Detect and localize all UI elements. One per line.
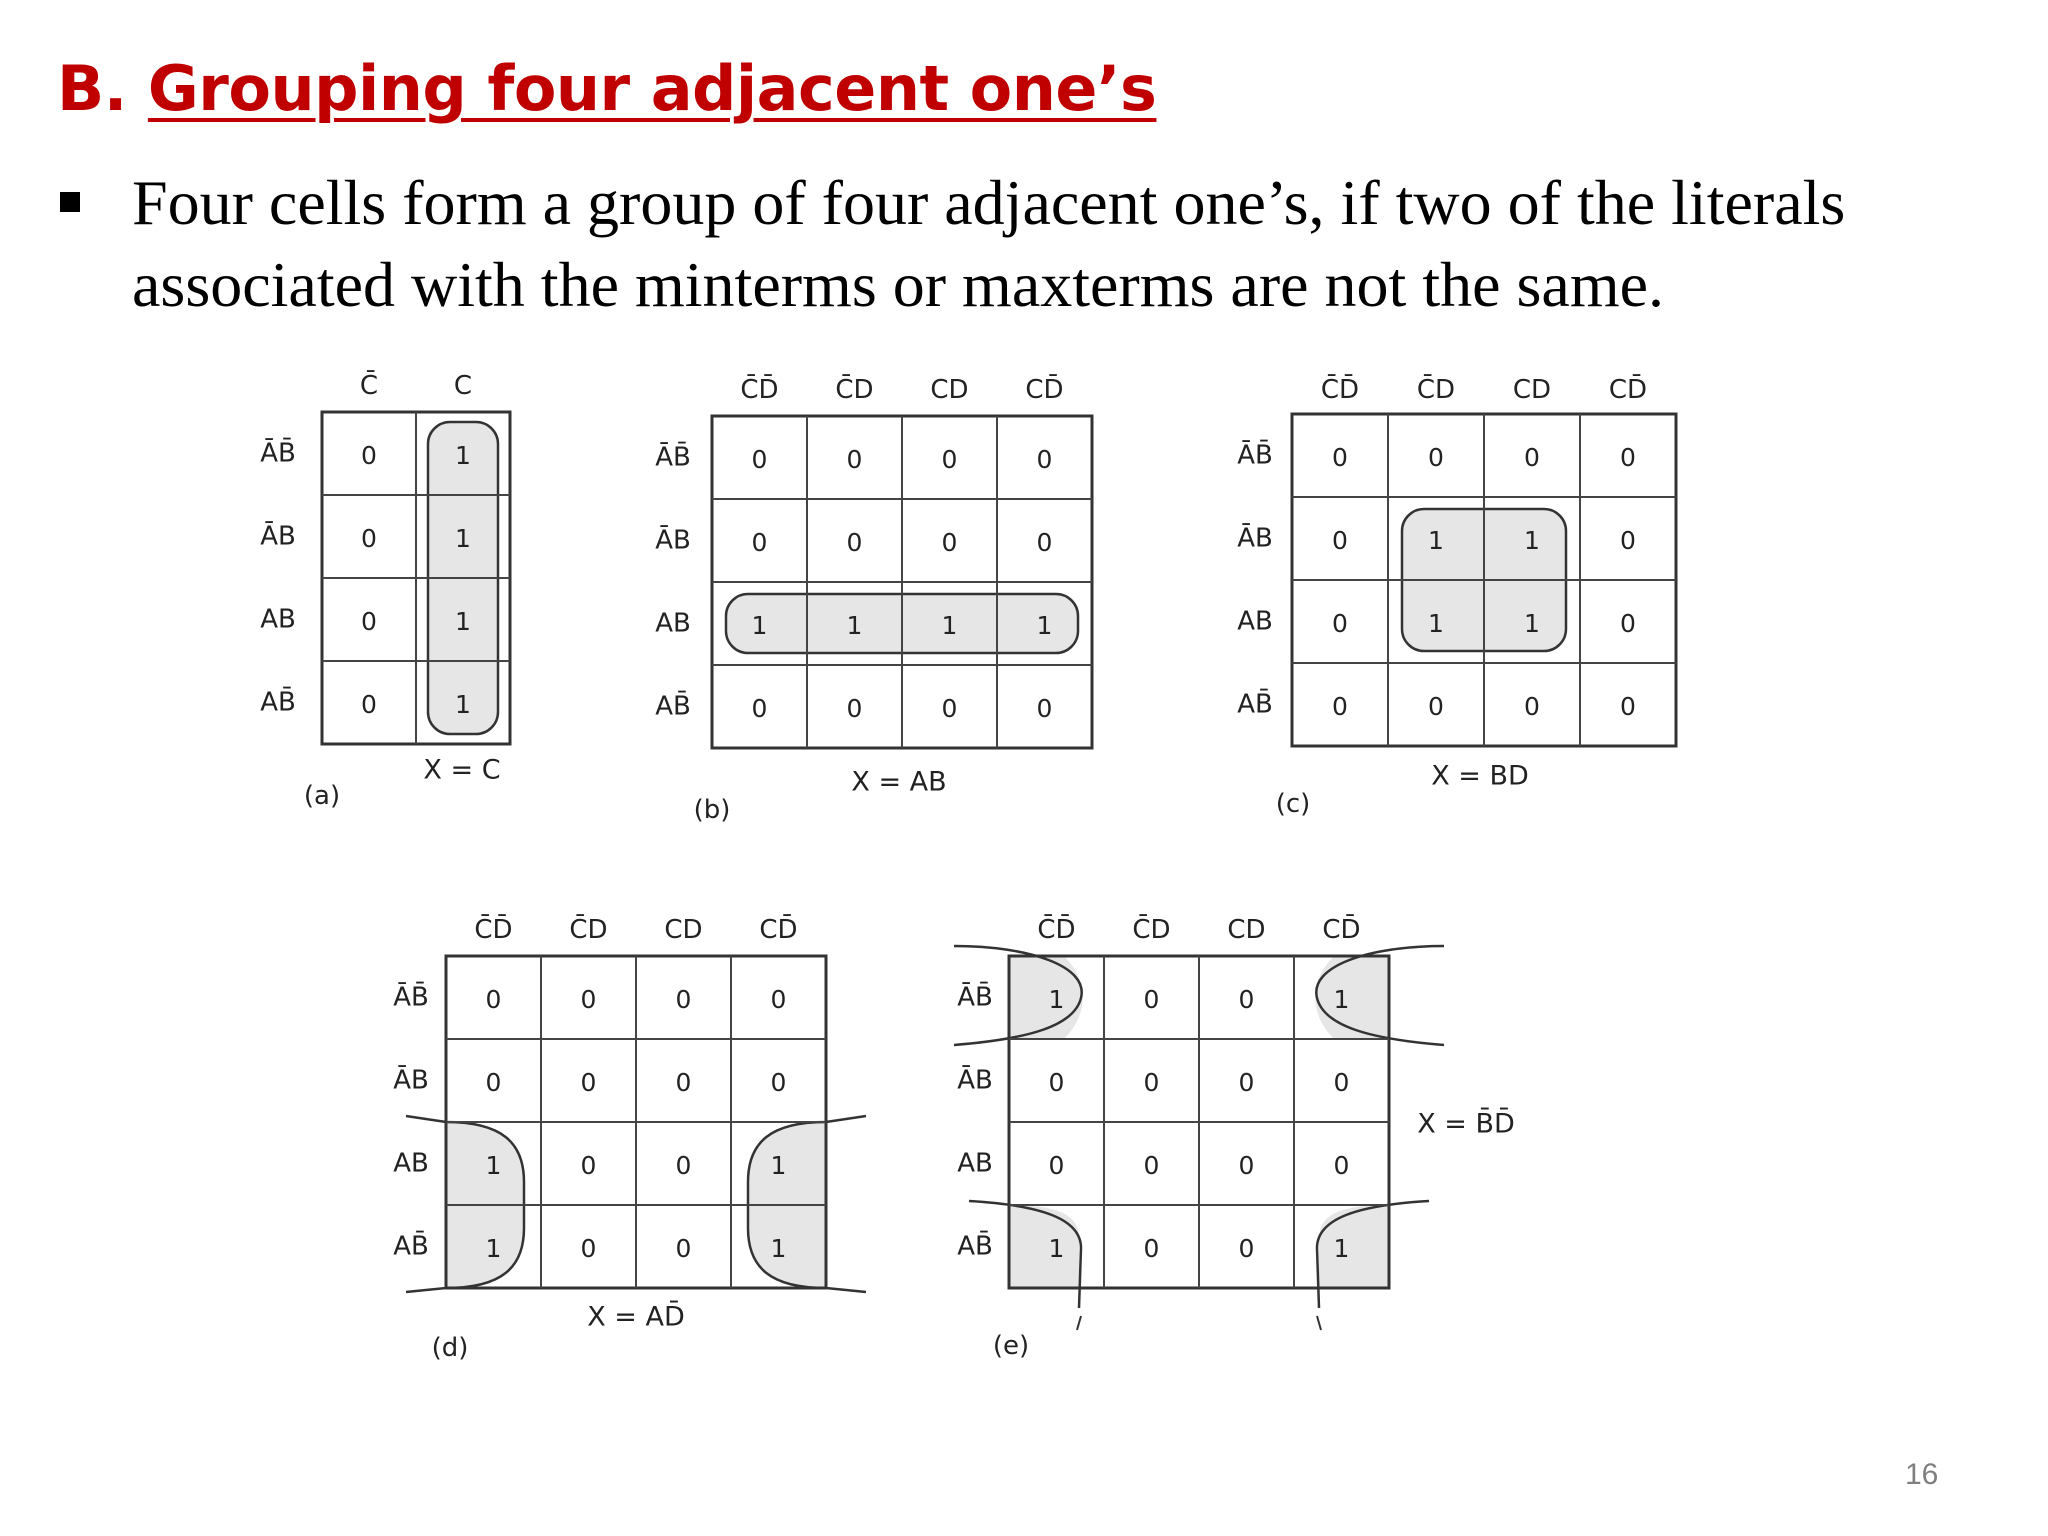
col-header: CD <box>930 375 969 405</box>
cell-value: 0 <box>1620 526 1636 555</box>
row-header: AB̄ <box>957 1231 993 1262</box>
cell-value: 1 <box>455 690 471 719</box>
title-prefix: B. <box>57 52 148 125</box>
cell-value: 0 <box>751 694 768 723</box>
expression: X = AD̄ <box>587 1301 685 1333</box>
row-header: AB <box>393 1148 429 1179</box>
expression: X = C <box>423 754 501 786</box>
cell-value: 0 <box>846 445 863 474</box>
cell-value: 1 <box>941 611 958 640</box>
cell-value: 0 <box>1332 443 1348 472</box>
cell-value: 1 <box>770 1151 787 1180</box>
cell-value: 0 <box>1620 692 1636 721</box>
cell-value: 0 <box>1333 1151 1350 1180</box>
cell-value: 0 <box>941 694 958 723</box>
cell-value: 0 <box>361 524 377 553</box>
figure-label: (c) <box>1275 789 1311 819</box>
cell-value: 1 <box>485 1234 502 1263</box>
col-header: C̄ <box>359 371 379 401</box>
cell-value: 0 <box>1143 1234 1160 1263</box>
col-header: CD <box>664 915 703 945</box>
row-header: AB <box>957 1148 993 1179</box>
figure-label: (b) <box>693 795 731 825</box>
col-header: CD̄ <box>1608 375 1648 405</box>
col-header: CD̄ <box>759 915 798 945</box>
cell-value: 1 <box>485 1151 502 1180</box>
cell-value: 0 <box>1332 609 1348 638</box>
col-header: C̄D <box>1132 915 1171 945</box>
cell-value: 0 <box>751 445 768 474</box>
cell-value: 1 <box>1036 611 1053 640</box>
cell-value: 1 <box>846 611 863 640</box>
col-header: C̄D̄ <box>740 375 779 405</box>
cell-value: 0 <box>1620 443 1636 472</box>
col-header: CD̄ <box>1025 375 1064 405</box>
cell-value: 1 <box>1428 526 1444 555</box>
cell-value: 1 <box>770 1234 787 1263</box>
figure-label: (d) <box>431 1333 469 1363</box>
row-header: ĀB <box>655 525 691 556</box>
cell-value: 1 <box>455 524 471 553</box>
col-header: C̄D̄ <box>1037 915 1076 945</box>
group-shade-tl <box>1009 956 1083 1039</box>
row-header: ĀB̄ <box>260 438 296 469</box>
cell-value: 1 <box>455 441 471 470</box>
cell-value: 0 <box>941 445 958 474</box>
cell-value: 0 <box>1143 1068 1160 1097</box>
cell-value: 0 <box>1333 1068 1350 1097</box>
cell-value: 0 <box>1332 526 1348 555</box>
col-header: C̄D <box>569 915 608 945</box>
cell-value: 0 <box>941 528 958 557</box>
cell-value: 0 <box>361 441 377 470</box>
cell-value: 0 <box>1428 443 1444 472</box>
col-header: C̄D̄ <box>1320 375 1360 405</box>
group-shade-tr <box>1315 956 1389 1039</box>
cell-value: 1 <box>1048 1234 1065 1263</box>
cell-value: 0 <box>675 985 692 1014</box>
col-header: C̄D̄ <box>474 915 513 945</box>
cell-value: 0 <box>485 985 502 1014</box>
cell-value: 0 <box>1036 694 1053 723</box>
cell-value: 0 <box>1238 1151 1255 1180</box>
cell-value: 0 <box>1524 692 1540 721</box>
row-header: AB <box>260 604 296 635</box>
kmap-a <box>260 369 510 811</box>
group-tick-br <box>1317 1316 1321 1330</box>
col-header: CD <box>1227 915 1266 945</box>
cell-value: 0 <box>751 528 768 557</box>
expression: X = B̄D̄ <box>1417 1108 1515 1140</box>
row-header: ĀB̄ <box>393 982 429 1013</box>
expression: X = BD <box>1431 760 1529 792</box>
cell-value: 1 <box>1428 609 1444 638</box>
cell-value: 1 <box>1333 1234 1350 1263</box>
cell-value: 0 <box>1620 609 1636 638</box>
cell-value: 1 <box>455 607 471 636</box>
figure-label: (e) <box>992 1331 1030 1361</box>
cell-value: 0 <box>846 528 863 557</box>
kmap-d <box>393 913 866 1363</box>
cell-value: 0 <box>1143 1151 1160 1180</box>
kmap-b <box>655 373 1092 825</box>
row-header: AB̄ <box>260 687 296 718</box>
cell-value: 0 <box>1524 443 1540 472</box>
cell-value: 0 <box>1428 692 1444 721</box>
cell-value: 1 <box>1048 985 1065 1014</box>
row-header: ĀB <box>1237 523 1273 554</box>
cell-value: 0 <box>361 607 377 636</box>
cell-value: 0 <box>1238 985 1255 1014</box>
page-number: 16 <box>1905 1458 1939 1491</box>
cell-value: 0 <box>580 1234 597 1263</box>
cell-value: 0 <box>485 1068 502 1097</box>
row-header: AB̄ <box>655 691 691 722</box>
figure-label: (a) <box>303 781 341 811</box>
cell-value: 0 <box>580 985 597 1014</box>
bullet-text: Four cells form a group of four adjacent one’s, if two of the literals associated with the minterms or maxterms are not the same. <box>132 167 1846 320</box>
cell-value: 0 <box>846 694 863 723</box>
group-shade-br <box>1319 1205 1389 1288</box>
kmap-e <box>954 913 1515 1361</box>
row-header: ĀB <box>957 1065 993 1096</box>
col-header: CD <box>1512 375 1552 405</box>
cell-value: 0 <box>675 1068 692 1097</box>
row-header: ĀB <box>260 521 296 552</box>
cell-value: 0 <box>1048 1151 1065 1180</box>
row-header: AB <box>655 608 691 639</box>
col-header: C̄D <box>835 375 874 405</box>
row-header: ĀB̄ <box>1237 440 1273 471</box>
cell-value: 0 <box>1048 1068 1065 1097</box>
group-tick-bl <box>1077 1316 1081 1330</box>
cell-value: 0 <box>675 1151 692 1180</box>
col-header: C̄D <box>1416 375 1456 405</box>
col-header: C <box>453 371 473 401</box>
cell-value: 1 <box>1524 609 1540 638</box>
cell-value: 0 <box>675 1234 692 1263</box>
cell-value: 1 <box>1333 985 1350 1014</box>
row-header: ĀB̄ <box>655 442 691 473</box>
cell-value: 0 <box>580 1151 597 1180</box>
cell-value: 0 <box>1143 985 1160 1014</box>
cell-value: 0 <box>580 1068 597 1097</box>
col-header: CD̄ <box>1322 915 1361 945</box>
cell-value: 0 <box>1332 692 1348 721</box>
cell-value: 0 <box>1036 528 1053 557</box>
cell-value: 0 <box>770 1068 787 1097</box>
group-shade-bl <box>1009 1205 1079 1288</box>
cell-value: 0 <box>361 690 377 719</box>
kmap-c <box>1237 373 1676 819</box>
cell-value: 0 <box>1238 1068 1255 1097</box>
cell-value: 0 <box>1238 1234 1255 1263</box>
row-header: AB <box>1237 606 1273 637</box>
cell-value: 1 <box>1524 526 1540 555</box>
cell-value: 1 <box>751 611 768 640</box>
title-text: Grouping four adjacent one’s <box>147 52 1157 125</box>
row-header: AB̄ <box>393 1231 429 1262</box>
expression: X = AB <box>851 766 947 798</box>
cell-value: 0 <box>1036 445 1053 474</box>
cell-value: 0 <box>770 985 787 1014</box>
row-header: AB̄ <box>1237 689 1273 720</box>
row-header: ĀB <box>393 1065 429 1096</box>
row-header: ĀB̄ <box>957 982 993 1013</box>
